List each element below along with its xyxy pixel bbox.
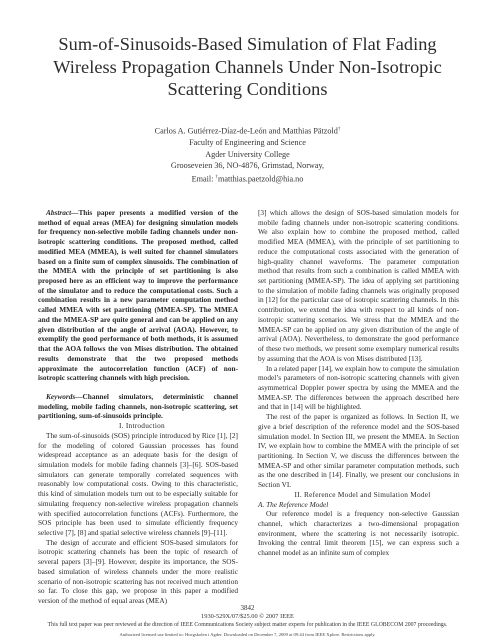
author-email-line [80,172,415,185]
author-names-text: Carlos A. Gutiérrez-Díaz-de-León and Matthias Pätzold [154,126,338,136]
subsection-heading-reference-model: A. The Reference Model [258,499,329,509]
author-email[interactable]: matthias.paetzold@hia.no [218,174,304,184]
author-footnote-marker: † [337,127,341,132]
right-column [258,208,459,558]
left-column [38,208,238,606]
intro-paragraph-1: The sum-of-sinusoids (SOS) principle introduced by Rice [1], [2] for the modeling of colored Gaussian processes has found widespread acceptance as an adequate basis for the design of simulation models for mobile fading channels [3]–[6]. SOS-based simulators can generate temporally correlated sequences with reasonably low computational costs. Owing to this characteristic, this kind of simulation models turn out to be especially suitable for simulating frequency non-selective wireless propagation channels with specified autocorrelation functions (ACFs). Furthermore, the SOS principle has been used to simulate efficiently frequency selective [7], [8] and spatial selective wireless channels [9]–[11]. [38,430,238,537]
intro-paragraph-5: The rest of the paper is organized as follows. In Section II, we give a brief description of the reference model and the SOS-based simulation model. In Section III, we present the MMEA. In Section IV, we explain how to combine the MMEA with the principle of set partitioning. In Section V, we discuss the differences between the MMEA-SP and other similar parameter computation methods, such as the one described in [14]. Finally, we present our conclusions in Section VI. [258,412,459,490]
peer-review-notice: This full text paper was peer reviewed at the direction of IEEE Communications Society subject matter experts for publication in the IEEE GLOBECOM 2007 proceedings. [47,622,448,628]
copyright-line: 1930-529X/07/$25.00 © 2007 IEEE [201,613,294,620]
affiliation-faculty: Faculty of Engineering and Science [189,138,306,148]
intro-paragraph-3: [3] which allows the design of SOS-based simulation models for mobile fading channels under non-isotropic scattering conditions. We also explain how to combine the proposed method, called modified MEA (MMEA), with the principle of set partitioning to reduce the computational costs associated with the generation of high-quality channel waveforms. The parameter computation method that results from such a combination is called MMEA with set partitioning (MMEA-SP). The idea of applying set partitioning to the simulation of mobile fading channels was originally proposed in [12] for the particular case of isotropic scattering channels. In this contribution, we extend the idea with respect to all kinds of non-isotropic scattering scenarios. We stress that the MMEA and the MMEA-SP can be applied on any given distribution of the angle of arrival (AOA). Nevertheless, to demonstrate the good performance of these two methods, we present some exemplary numerical results by assuming that the AOA is von Mises distributed [13]. [258,208,459,363]
author-block [80,124,415,185]
author-names [80,124,415,137]
abstract-label: Abstract [46,208,72,217]
abstract [38,208,238,383]
email-footnote-marker: † [215,174,219,180]
reference-model-paragraph: Our reference model is a frequency non-selective Gaussian channel, which characterizes a two-dimensional propagation environment, where the scattering is not necessarily isotropic. Invoking the central limit theorem [15], we can express such a channel model as an infinite sum of complex [258,509,459,558]
keywords-label: Keywords [46,391,76,401]
section-heading-introduction: I. Introduction [119,421,165,431]
intro-paragraph-2: The design of accurate and efficient SOS-based simulators for isotropic scattering channels has been the topic of research of several papers [3]–[9]. However, despite its importance, the SOS-based simulation of wireless channels under the more realistic scenario of non-isotropic scattering has not received much attention so far. To close this gap, we propose in this paper a modified version of the method of equal areas (MEA) [38,537,238,606]
license-notice: Authorized licensed use limited to: Hoegskolen i Agder. Downloaded on December 7, 2009 at 09:44 from IEEE Xplore. Restrictions apply. [119,632,376,637]
section-heading-reference-model: II. Reference Model and Simulation Model [294,489,431,499]
affiliation-address: Grooseveien 36, NO-4876, Grimstad, Norway, [170,161,325,171]
paper-title: Sum-of-Sinusoids-Based Simulation of Flat Fading Wireless Propagation Channels Under Non-Isotropic Scattering Conditions [53,34,442,100]
keywords-text: —Channel simulators, deterministic channel modeling, mobile fading channels, non-isotropic scattering, set partitioning, sum-of-sinusoids principle. [38,391,238,421]
page-number: 3842 [240,604,255,612]
abstract-text: —This paper presents a modified version of the method of equal areas (MEA) for designing simulation models for frequency non-selective mobile fading channels under non-isotropic scattering conditions. The proposed method, called modified MEA (MMEA), is well suited for channel simulators based on a finite sum of complex sinusoids. The combination of the MMEA with the principle of set partitioning is also proposed here as an efficient way to improve the performance of the simulator and to reduce the computational costs. Such a combination results in a new parameter computation method called MMEA with set partitioning (MMEA-SP). The MMEA and the MMEA-SP are quite general and can be applied on any given distribution of the angle of arrival (AOA). However, to exemplify the good performance of both methods, it is assumed that the AOA follows the von Mises distribution. The obtained results demonstrate that the two proposed methods approximate the autocorrelation function (ACF) of non-isotropic scattering channels with high precision. [38,208,238,383]
affiliation-college: Agder University College [205,149,290,159]
keywords [38,392,238,421]
intro-paragraph-4: In a related paper [14], we explain how to compute the simulation model’s parameters of non-isotropic scattering channels with given asymmetrical Doppler power spectra by using the MMEA and the MMEA-SP. The differences between the approach described here and that in [14] will be highlighted. [258,363,459,412]
email-label: Email: [191,174,216,184]
